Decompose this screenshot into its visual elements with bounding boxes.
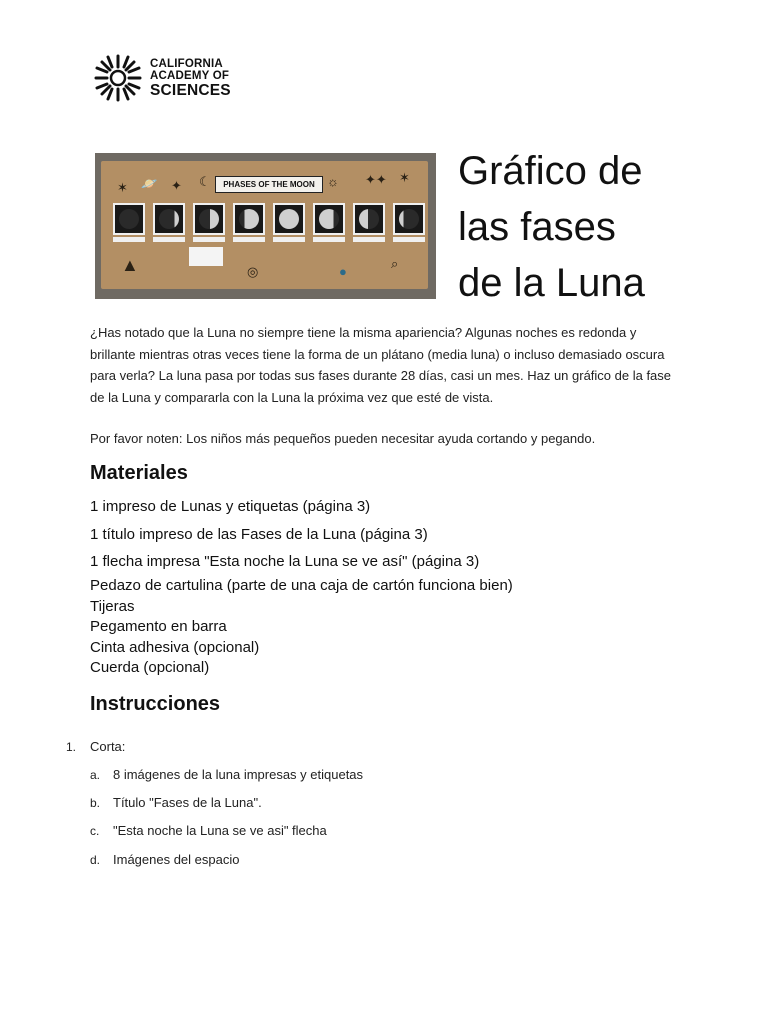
sub-step-letter: a. bbox=[90, 768, 101, 782]
moon-phase-photo bbox=[153, 203, 185, 235]
title-line-3: de la Luna bbox=[458, 261, 645, 305]
step-label: Corta: bbox=[90, 739, 126, 754]
cardboard-board bbox=[101, 161, 428, 289]
title-line-1: Gráfico de bbox=[458, 149, 643, 193]
moon-disc bbox=[239, 209, 259, 229]
moon-disc bbox=[119, 209, 139, 229]
logo-line-3: SCIENCES bbox=[150, 81, 231, 99]
academy-logo bbox=[92, 52, 231, 104]
star-icon: ✦ bbox=[171, 178, 182, 193]
materials-item: 1 flecha impresa "Esta noche la Luna se ve así" (página 3) bbox=[90, 553, 480, 570]
moon-phase-photo bbox=[273, 203, 305, 235]
logo-wordmark bbox=[150, 58, 231, 99]
moon-phase-photo bbox=[113, 203, 145, 235]
moon-disc bbox=[399, 209, 419, 229]
materials-list bbox=[90, 576, 513, 679]
moon-phase-photo bbox=[193, 203, 225, 235]
sub-step-text: 8 imágenes de la luna impresas y etiquetas bbox=[113, 767, 364, 782]
moon-phase-label bbox=[153, 237, 185, 242]
stars-icon: ✦✦ bbox=[365, 172, 387, 187]
moon-phase-label bbox=[113, 237, 145, 242]
board-title: PHASES OF THE MOON bbox=[215, 176, 323, 193]
star-icon: ✶ bbox=[399, 170, 410, 185]
moon-phase-photo bbox=[353, 203, 385, 235]
step-number: 1. bbox=[66, 740, 77, 754]
moon-phase-photo bbox=[233, 203, 265, 235]
title-line-2: las fases bbox=[458, 205, 616, 249]
moon-board-photo bbox=[95, 153, 436, 299]
sub-step-letter: b. bbox=[90, 796, 101, 810]
note-paragraph: Por favor noten: Los niños más pequeños pueden necesitar ayuda cortando y pegando. bbox=[90, 431, 596, 446]
instructions-heading: Instrucciones bbox=[90, 693, 221, 715]
moon-disc bbox=[359, 209, 379, 229]
telescope-icon: ⌕ bbox=[391, 256, 399, 271]
materials-item: 1 título impreso de las Fases de la Luna (página 3) bbox=[90, 526, 428, 543]
starburst-logo-icon bbox=[92, 52, 144, 104]
sub-step-text: "Esta noche la Luna se ve asi" flecha bbox=[113, 823, 327, 838]
tonight-arrow-card bbox=[189, 247, 223, 266]
moon-phase-label bbox=[353, 237, 385, 242]
materials-item: Pedazo de cartulina (parte de una caja de cartón funciona bien) bbox=[90, 577, 513, 594]
intro-paragraph: ¿Has notado que la Luna no siempre tiene la misma apariencia? Algunas noches es redonda y brillante mientras otras veces tiene la forma de un plátano (media luna) o incluso demasiado oscura para verla? La luna pasa por todas sus fases durante 28 días, casi un mes. Haz un gráfico de la fase de la Luna y compararla con la Luna la próxima vez que esté de vista. bbox=[90, 325, 672, 405]
materials-item: Pegamento en barra bbox=[90, 618, 227, 635]
sub-step-text: Título "Fases de la Luna". bbox=[113, 795, 262, 810]
earth-icon: ● bbox=[339, 264, 347, 279]
moon-disc bbox=[279, 209, 299, 229]
moon-phase-photo bbox=[313, 203, 345, 235]
materials-heading: Materiales bbox=[90, 462, 188, 484]
materials-item: Tijeras bbox=[90, 597, 135, 615]
moon-phase-label bbox=[233, 237, 265, 242]
materials-item: Cuerda (opcional) bbox=[90, 659, 210, 676]
rocket-icon: ▲ bbox=[121, 255, 139, 275]
moon-phase-label bbox=[313, 237, 345, 242]
galaxy-icon: ◎ bbox=[247, 264, 259, 279]
materials-item: Cinta adhesiva (opcional) bbox=[90, 638, 260, 656]
sub-step-text: Imágenes del espacio bbox=[113, 852, 240, 867]
sub-step-letter: d. bbox=[90, 853, 101, 867]
star-icon: ✶ bbox=[117, 180, 128, 195]
page-title bbox=[458, 143, 645, 311]
moon-phase-photo bbox=[393, 203, 425, 235]
sub-step-letter: c. bbox=[90, 824, 100, 838]
materials-item: 1 impreso de Lunas y etiquetas (página 3) bbox=[90, 498, 371, 515]
moon-disc bbox=[199, 209, 219, 229]
moon-phase-label bbox=[393, 237, 425, 242]
moon-disc bbox=[159, 209, 179, 229]
logo-line-1: CALIFORNIA bbox=[150, 57, 223, 70]
moon-phase-label bbox=[273, 237, 305, 242]
logo-line-2: ACADEMY OF bbox=[150, 69, 230, 82]
planet-icon: 🪐 bbox=[141, 176, 158, 191]
crescent-icon: ☾ bbox=[199, 174, 211, 189]
moon-disc bbox=[319, 209, 339, 229]
sun-icon: ☼ bbox=[327, 174, 339, 189]
moon-phase-label bbox=[193, 237, 225, 242]
